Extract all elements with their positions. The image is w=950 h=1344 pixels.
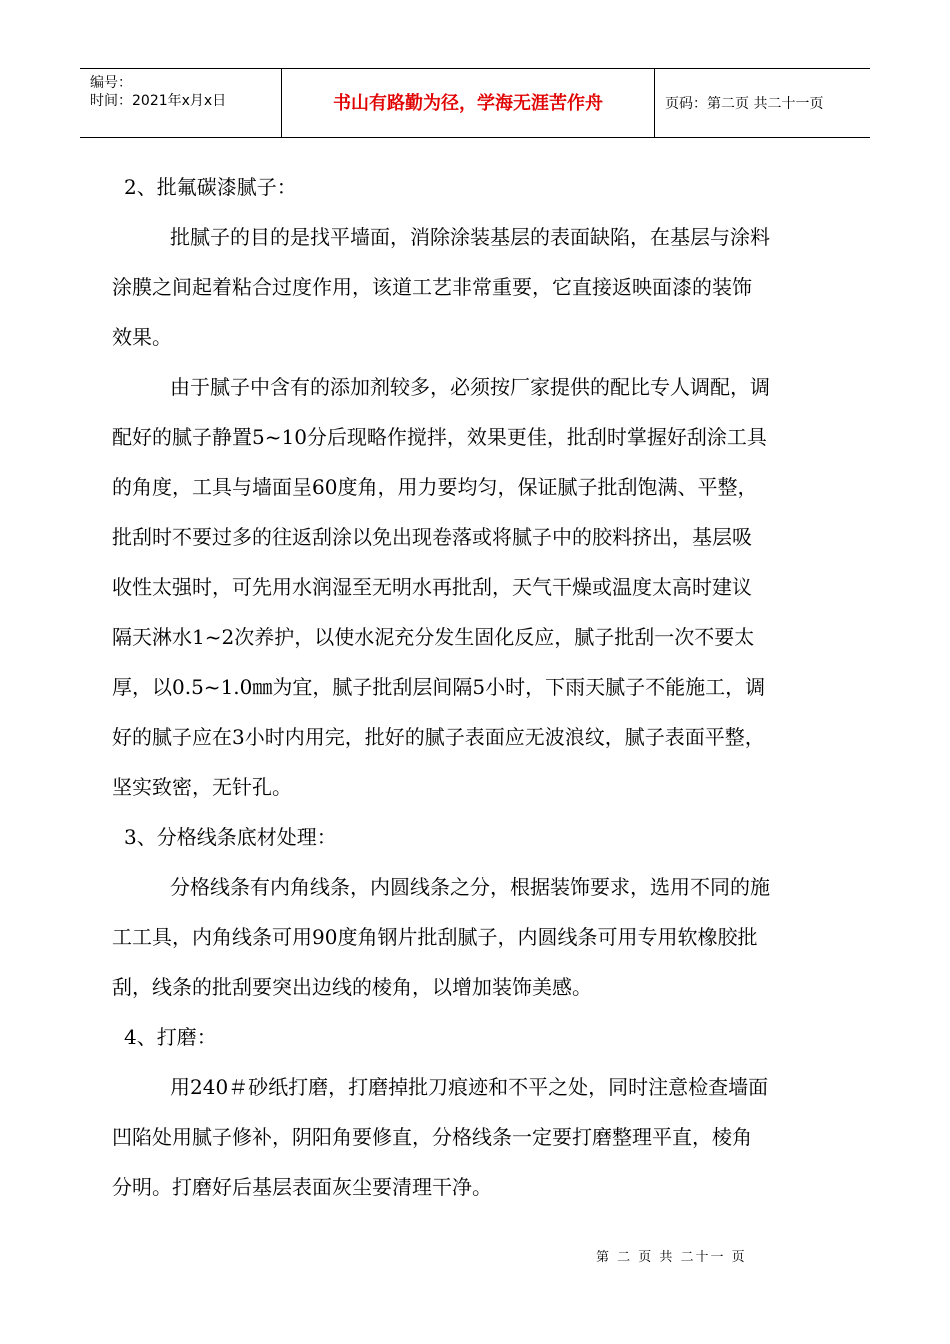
header-motto: 书山有路勤为径，学海无涯苦作舟 (333, 93, 603, 114)
page-header (80, 68, 870, 138)
paragraph-line: 用240＃砂纸打磨，打磨掉批刀痕迹和不平之处，同时注意检查墙面 (170, 1075, 769, 1099)
document-date-label: 时间：2021年x月x日 (90, 93, 227, 109)
header-page-cell (655, 69, 870, 137)
page-footer: 第 二 页 共 二十一 页 (596, 1250, 747, 1265)
paragraph-line: 的角度，工具与墙面呈60度角，用力要均匀，保证腻子批刮饱满、平整， (112, 475, 758, 499)
paragraph-line: 刮，线条的批刮要突出边线的棱角，以增加装饰美感。 (112, 975, 592, 999)
header-info-cell (80, 69, 282, 137)
paragraph-line: 涂膜之间起着粘合过度作用，该道工艺非常重要，它直接返映面漆的装饰 (112, 275, 752, 299)
paragraph-line: 凹陷处用腻子修补，阴阳角要修直，分格线条一定要打磨整理平直，棱角 (112, 1125, 752, 1149)
document-number-label: 编号： (90, 75, 132, 91)
paragraph-line: 分格线条有内角线条，内圆线条之分，根据装饰要求，选用不同的施 (170, 875, 770, 899)
header-page-code: 页码：第二页 共二十一页 (665, 96, 824, 112)
paragraph-line: 分明。打磨好后基层表面灰尘要清理干净。 (112, 1175, 492, 1199)
paragraph-line: 配好的腻子静置5~10分后现略作搅拌，效果更佳，批刮时掌握好刮涂工具 (112, 425, 767, 449)
paragraph-line: 好的腻子应在3小时内用完，批好的腻子表面应无波浪纹，腻子表面平整， (112, 725, 765, 749)
section-heading-3: 3、分格线条底材处理： (124, 825, 337, 849)
paragraph-line: 收性太强时，可先用水润湿至无明水再批刮，天气干燥或温度太高时建议 (112, 575, 752, 599)
paragraph-line: 厚，以0.5~1.0㎜为宜，腻子批刮层间隔5小时，下雨天腻子不能施工，调 (112, 675, 766, 699)
header-motto-cell (282, 69, 655, 137)
paragraph-line: 坚实致密，无针孔。 (112, 775, 292, 799)
section-heading-2: 2、批氟碳漆腻子： (124, 175, 297, 199)
section-heading-4: 4、打磨： (124, 1025, 217, 1049)
paragraph-line: 工工具，内角线条可用90度角钢片批刮腻子，内圆线条可用专用软橡胶批 (112, 925, 758, 949)
paragraph-line: 批刮时不要过多的往返刮涂以免出现卷落或将腻子中的胶料挤出，基层吸 (112, 525, 752, 549)
paragraph-line: 效果。 (112, 325, 172, 349)
paragraph-line: 隔天淋水1~2次养护，以使水泥充分发生固化反应，腻子批刮一次不要太 (112, 625, 755, 649)
paragraph-line: 由于腻子中含有的添加剂较多，必须按厂家提供的配比专人调配，调 (170, 375, 770, 399)
paragraph-line: 批腻子的目的是找平墙面，消除涂装基层的表面缺陷，在基层与涂料 (170, 225, 770, 249)
